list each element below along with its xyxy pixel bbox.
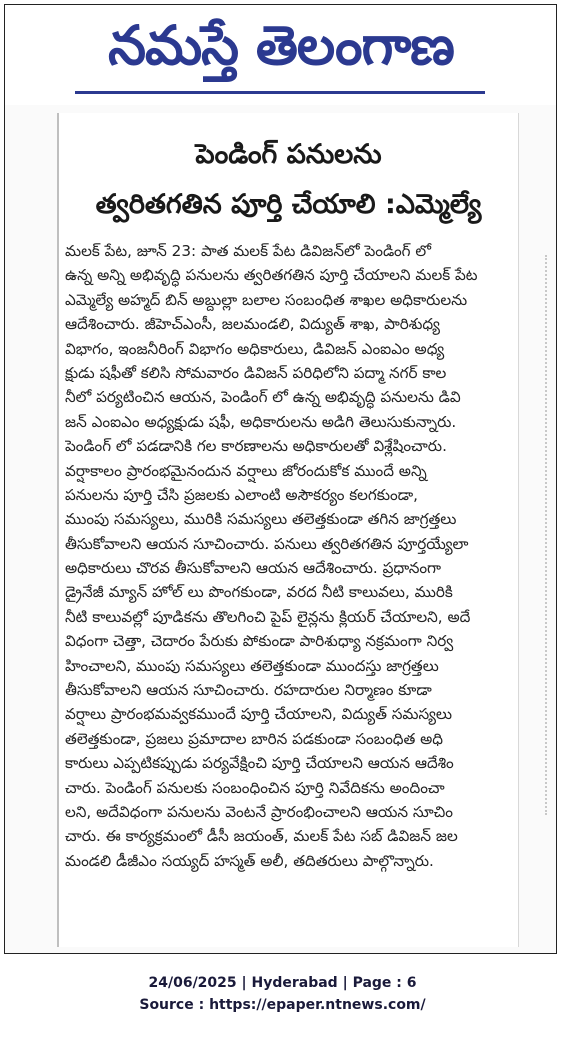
article-line: తలెత్తకుండా, ప్రజలు ప్రమాదాల బారిన పడకుండా సంబంధిత అధి bbox=[65, 729, 444, 748]
article-line: డ్రైనేజీ మ్యాన్ హోల్ లు పొంగకుండా, వరద నీటి కాలువలు, మురికి bbox=[65, 583, 453, 602]
date-city-page: 24/06/2025 | Hyderabad | Page : 6 bbox=[148, 975, 417, 991]
article-line: హించాలని, ముంపు సమస్యలు తలెత్తకుండా ముందస్తు జాగ్రత్తలు bbox=[65, 656, 439, 675]
article-line: నీలో పర్యటించిన ఆయన, పెండింగ్ లో ఉన్న అభివృద్ధి పనులను డివి bbox=[65, 388, 461, 407]
article-line: విభాగం, ఇంజనీరింగ్ విభాగం అధికారులు, డివిజన్ ఎంఐఎం అధ్య bbox=[65, 339, 445, 358]
masthead bbox=[5, 5, 556, 105]
article-line: ఎమ్మెల్యే అహ్మద్ బిన్ అబ్దుల్లా బలాల సంబంధిత శాఖల అధికారులను bbox=[65, 290, 468, 309]
article-line: ముంపు సమస్యలు, మురికి సమస్యలు తలెత్తకుండా తగిన జాగ్రత్తలు bbox=[65, 510, 457, 529]
article bbox=[57, 113, 519, 947]
article-body bbox=[65, 239, 509, 873]
headline-line-2: త్వరితగతిన పూర్తి చేయాలి :ఎమ్మెల్యే bbox=[95, 189, 482, 220]
article-line: విధంగా చెత్తా, చెదారం పేరుకు పోకుండా పారిశుధ్యా నక్రమంగా నిర్వ bbox=[65, 632, 454, 651]
article-line: క్షుడు షఫీతో కలిసి సోమవారం డివిజన్ పరిధిలోని పద్మా నగర్ కాల bbox=[65, 363, 447, 382]
article-line: వర్షాలు ప్రారంభమవ్వకముందే పూర్తి చేయాలని, విద్యుత్ సమస్యలు bbox=[65, 705, 452, 724]
article-line: ఉన్న అన్ని అభివృద్ధి పనులను త్వరితగతిన పూర్తి చేయాలని మలక్ పేట bbox=[65, 266, 478, 285]
article-line: నీటి కాలువల్లో పూడికను తొలగించి పైప్ లైన్లను క్లియర్ చేయాలని, అదే bbox=[65, 607, 471, 626]
newspaper-logo: నమస్తే తెలంగాణ bbox=[108, 14, 454, 77]
article-line: వర్షాకాలం ప్రారంభమైనందున వర్షాలు జోరందుకోక ముందే అన్ని bbox=[65, 461, 427, 480]
headline-line-1: పెండింగ్ పనులను bbox=[195, 139, 382, 170]
article-line: పనులను పూర్తి చేసి ప్రజలకు ఎలాంటి అసౌకర్యం కలగకుండా, bbox=[65, 485, 418, 504]
article-line: ఆదేశించారు. జీహెచ్ఎంసీ, జలమండలి, విద్యుత్ శాఖ, పారిశుధ్య bbox=[65, 315, 440, 334]
clipping-footer bbox=[0, 972, 565, 1016]
article-line: తీసుకోవాలని ఆయన సూచించారు. పనులు త్వరితగతిన పూర్తయ్యేలా bbox=[65, 534, 469, 553]
article-line: జన్ ఎంఐఎం అధ్యక్షుడు షఫీ, అధికారులను అడిగి తెలుసుకున్నారు. bbox=[65, 412, 457, 431]
newspaper-clipping bbox=[4, 4, 557, 954]
article-line: మలక్ పేట, జూన్ 23: పాత మలక్ పేట డివిజన్‌లో పెండింగ్ లో bbox=[65, 242, 431, 260]
article-line: లని, అదేవిధంగా పనులను వెంటనే ప్రారంభించాలని ఆయన సూచిం bbox=[65, 802, 453, 821]
article-line: తీసుకోవాలని ఆయన సూచించారు. రహదారుల నిర్మాణం కూడా bbox=[65, 681, 432, 700]
article-line: చారు. ఈ కార్యక్రమంలో డీసీ జయంత్, మలక్ పేట సబ్ డివిజన్ జల bbox=[65, 827, 458, 846]
article-line: చారు. పెండింగ్ పనులకు సంబంధించిన పూర్తి నివేదికను అందించా bbox=[65, 778, 445, 797]
article-line: అధికారులు చొరవ తీసుకోవాలని ఆయన ఆదేశించారు. ప్రధానంగా bbox=[65, 559, 442, 578]
article-line: కారులు ఎప్పటికప్పుడు పర్యవేక్షించి పూర్తి చేయాలని ఆయన ఆదేశిం bbox=[65, 754, 454, 773]
column-separator bbox=[545, 255, 551, 815]
article-line: మండలి డీజీఎం సయ్యద్ హస్మత్ అలీ, తదితరులు పాల్గొన్నారు. bbox=[65, 851, 434, 870]
masthead-divider bbox=[75, 91, 485, 94]
source-link[interactable]: Source : https://epaper.ntnews.com/ bbox=[139, 997, 426, 1013]
article-line: పెండింగ్ లో పడడానికి గల కారణాలను అధికారులతో విశ్లేషించారు. bbox=[65, 437, 447, 456]
